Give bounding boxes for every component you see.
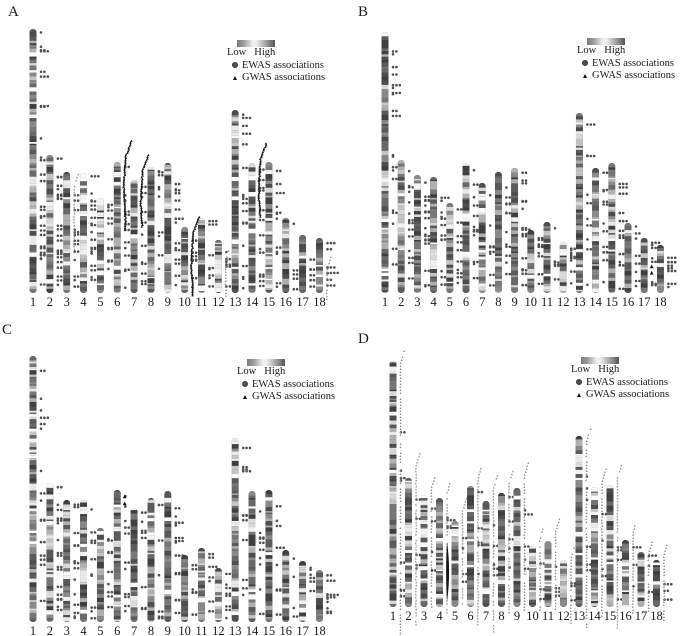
chromosome-body [316,238,323,296]
chromosome-label: 9 [164,624,171,636]
chromosome-label: 3 [63,624,70,636]
gwas-triangle-icon [233,76,237,80]
chromosome-body [463,163,470,294]
ewas-dot-icon [232,62,238,68]
gwas-track-chr4 [446,542,449,602]
chromosome-body [249,491,256,624]
ewas-associations [326,574,339,614]
chromosome-label: 6 [462,295,470,309]
chromosome-label: 11 [195,295,208,309]
chromosome-body [382,32,389,294]
panel-label-a: A [8,4,19,20]
chromosome-8-panel-C [147,498,167,636]
legend-panel-a [227,40,325,84]
ewas-associations [663,583,672,601]
chromosome-body [198,218,205,296]
panel-label-c: C [2,322,13,338]
gradient-high-label: High [264,366,286,377]
ewas-associations [667,257,676,289]
chromosome-label: 13 [572,609,586,623]
chromosome-body [527,230,534,295]
chromosome-label: 12 [212,295,225,309]
gradient-low-label: Low [227,47,247,58]
chromosome-8-panel-A [147,167,167,309]
chromosome-label: 18 [650,609,663,623]
chromosome-body [46,155,53,295]
legend-row-gwas [582,70,675,82]
ewas-legend-label: EWAS associations [252,378,334,390]
ewas-associations [141,511,147,610]
chromosome-body [592,168,599,294]
chromosome-body [638,552,645,609]
chromosome-body [215,240,222,296]
chromosome-label: 10 [524,295,538,309]
chromosome-15-panel-C [263,490,285,636]
chromosome-body [181,227,188,294]
gwas-track-chr18 [326,256,332,300]
chromosome-body [390,361,397,608]
chromosome-label: 11 [195,624,208,636]
ewas-legend-label: EWAS associations [242,59,324,71]
ewas-dot-icon [576,379,582,385]
chromosome-body [544,222,551,297]
chromosome-body [63,172,70,295]
chromosome-label: 7 [482,609,490,623]
chromosome-2-panel-A [46,155,66,309]
gwas-legend-label: GWAS associations [242,72,326,84]
chromosome-label: 13 [228,295,242,309]
chromosome-label: 2 [46,295,53,309]
chromosome-body [498,493,505,608]
gwas-track-chr4 [446,482,451,613]
chromosome-body [607,485,614,610]
chromosome-label: 11 [541,609,555,623]
chromosome-body [446,203,453,294]
ewas-associations [326,242,339,287]
gradient-low-label: Low [577,45,597,56]
chromosome-label: 10 [178,295,191,309]
chromosome-7-panel-A [131,180,151,309]
chromosome-body [653,560,660,608]
gradient-scale-labels [237,366,335,378]
chromosome-label: 6 [114,624,121,636]
gradient-low-label: Low [571,364,591,375]
chromosome-label: 18 [313,624,326,636]
chromosome-18-panel-D [650,560,672,623]
chromosome-14-panel-A [246,163,268,309]
chromosome-label: 13 [228,624,242,636]
chromosome-label: 13 [573,295,586,309]
chromosome-body [467,486,474,611]
gwas-track-chr18 [663,544,668,621]
chromosome-18-panel-A [313,238,339,309]
chromosome-label: 9 [513,609,521,623]
chromosome-label: 14 [245,295,259,309]
chromosome-body [479,183,486,293]
chromosome-body [299,235,306,293]
gwas-track-chr9 [523,462,529,611]
chromosome-body [198,548,205,625]
chromosome-label: 18 [654,295,667,309]
chromosome-body [641,238,648,296]
gwas-track-chr6 [477,467,482,625]
chromosome-label: 16 [621,295,635,309]
chromosome-label: 17 [637,295,651,309]
chromosome-body [147,498,154,626]
chromosome-body [576,113,583,295]
gwas-track-chr17 [650,265,654,275]
chromosome-body [30,29,37,293]
chromosome-label: 2 [398,295,405,309]
chromosome-label: 2 [46,624,53,636]
chromosome-body [80,173,87,295]
gwas-track-chr17 [647,541,653,612]
chromosome-body [483,501,490,608]
panel-label-b: B [358,4,369,20]
ewas-legend-label: EWAS associations [592,57,674,69]
density-gradient-bar [581,357,619,364]
chromosome-body [398,160,405,293]
chromosome-body [97,528,104,623]
gradient-scale-labels [571,364,669,376]
chromosome-body [181,555,188,625]
chromosome-body [232,110,239,295]
chromosome-18-panel-C [313,570,339,636]
chromosome-label: 4 [80,295,87,309]
chromosome-label: 17 [296,624,309,636]
ewas-legend-label: EWAS associations [586,376,668,388]
chromosome-label: 2 [405,609,412,623]
legend-row-gwas [242,391,335,403]
gradient-high-label: High [598,364,620,375]
chromosome-body [405,478,412,609]
chromosome-label: 12 [556,295,570,309]
chromosome-4-panel-C [80,500,100,636]
chromosome-label: 15 [262,295,276,309]
chromosome-label: 3 [63,295,70,309]
chromosome-body [560,242,567,296]
chromosome-body [657,245,664,294]
gwas-dense-cluster [446,542,449,602]
chromosome-body [63,500,70,625]
gradient-low-label: Low [237,366,257,377]
chromosome-13-panel-D [573,436,592,623]
chromosome-body [560,560,567,611]
gradient-scale-labels [227,47,325,59]
gwas-track-chr7 [492,474,498,632]
gwas-triangle-icon [577,393,581,397]
chromosome-label: 15 [605,295,619,309]
chromosome-13-panel-C [229,438,251,636]
chromosome-body [30,356,37,623]
chromosome-body [265,490,272,624]
legend-row-gwas [576,389,669,401]
chromosome-15-panel-A [263,162,285,309]
gwas-track-chr2 [415,452,421,625]
chromosome-body [97,198,104,295]
gwas-legend-label: GWAS associations [586,389,670,401]
chromosome-4-panel-A [80,173,100,309]
chromosome-label: 16 [619,609,632,623]
chromosome-body [514,488,521,608]
gwas-track-chr5 [461,498,467,605]
chromosome-body [131,508,138,623]
chromosome-label: 7 [130,624,138,636]
chromosome-body [164,163,171,295]
chromosome-label: 4 [80,624,87,636]
chromosome-body [430,177,437,297]
gwas-legend-label: GWAS associations [592,70,676,82]
panel-label-d: D [358,331,369,347]
chromosome-label: 1 [381,295,389,309]
chromosome-label: 16 [279,624,292,636]
gradient-high-label: High [254,47,276,58]
chromosome-label: 16 [279,295,292,309]
legend-row-ewas [242,379,335,391]
ewas-dot-icon [242,381,248,387]
legend-panel-d [571,357,669,401]
chromosome-body [545,541,552,610]
chromosome-label: 14 [245,624,259,636]
chromosome-5-panel-A [97,198,117,309]
gwas-track-chr3 [430,477,435,608]
chromosome-body [131,180,138,294]
chromosome-label: 5 [97,624,104,636]
chromosome-label: 15 [603,609,617,623]
chromosome-label: 8 [495,295,502,309]
chromosome-label: 6 [114,295,121,309]
chromosome-body [232,438,239,624]
chromosome-body [625,223,632,295]
ewas-dot-icon [582,60,588,66]
chromosome-7-panel-C [131,508,147,636]
gradient-scale-labels [577,45,675,57]
gwas-triangle-icon [243,395,247,399]
chromosome-label: 12 [212,624,225,636]
chromosome-body [114,490,121,624]
chromosome-label: 8 [147,624,155,636]
legend-row-ewas [576,377,669,389]
chromosome-label: 3 [414,295,421,309]
legend-panel-c [237,359,335,403]
chromosome-label: 7 [130,295,138,309]
density-gradient-bar [587,38,625,45]
chromosome-label: 15 [262,624,276,636]
gwas-track-chr14 [601,468,607,617]
chromosome-label: 11 [540,295,554,309]
density-gradient-bar [247,359,285,366]
chromosome-label: 9 [511,295,518,309]
chromosome-body [114,162,121,293]
chromosome-body [164,491,171,623]
chromosome-label: 10 [526,609,539,623]
chromosome-label: 7 [479,295,486,309]
chromosome-body [622,540,629,607]
chromosome-body [421,495,428,607]
chromosome-body [249,163,256,295]
chromosome-body [529,546,536,609]
chromosome-label: 5 [97,295,104,309]
chromosome-body [299,561,306,625]
chromosome-body [576,436,583,608]
chromosome-label: 12 [557,609,570,623]
chromosome-label: 10 [178,624,191,636]
chromosome-body [414,175,421,294]
chromosome-body [511,168,518,297]
chromosome-label: 1 [29,295,37,309]
chromosome-body [215,568,222,623]
legend-panel-b [577,38,675,82]
gradient-high-label: High [604,45,626,56]
legend-row-ewas [582,58,675,70]
chromosome-label: 3 [420,609,428,623]
chromosome-label: 17 [296,295,309,309]
chromosome-14-panel-C [246,491,268,636]
gwas-track-chr1 [399,350,405,636]
chromosome-label: 1 [389,609,397,623]
chromosome-label: 5 [451,609,459,623]
density-gradient-bar [237,40,275,47]
chromosome-body [436,498,443,608]
chromosome-11-panel-C [195,548,217,636]
chromosome-body [80,500,87,623]
chromosome-9-panel-A [164,163,184,309]
chromosome-body [608,163,615,295]
chromosome-body [591,487,598,611]
legend-row-gwas [232,72,325,84]
gwas-track-chr16 [632,525,636,614]
chromosome-label: 8 [498,609,505,623]
chromosome-label: 1 [29,624,37,636]
chromosome-18-panel-B [654,245,676,309]
chromosome-label: 17 [634,609,648,623]
chromosome-label: 4 [430,295,437,309]
chromosome-body [46,483,53,624]
chromosome-label: 6 [467,609,474,623]
legend-row-ewas [232,60,325,72]
gwas-triangle-icon [583,74,587,78]
chromosome-label: 14 [588,609,601,623]
chromosome-label: 8 [147,295,155,309]
chromosome-label: 18 [313,295,326,309]
chromosome-label: 9 [164,295,171,309]
chromosome-body [282,218,289,296]
gwas-track-chr8 [508,470,514,613]
chromosome-label: 14 [589,295,602,309]
gwas-track-chr13 [585,428,591,628]
chromosome-body [316,570,323,626]
chromosome-body [495,172,502,295]
chromosome-body [282,550,289,625]
chromosome-body [147,167,154,294]
chromosome-label: 5 [446,295,453,309]
gwas-track-chr12 [225,250,230,297]
chromosome-body [452,521,459,607]
ewas-associations [293,557,299,618]
chromosome-body [265,162,272,296]
chromosome-label: 4 [436,609,443,623]
gwas-legend-label: GWAS associations [252,391,336,403]
